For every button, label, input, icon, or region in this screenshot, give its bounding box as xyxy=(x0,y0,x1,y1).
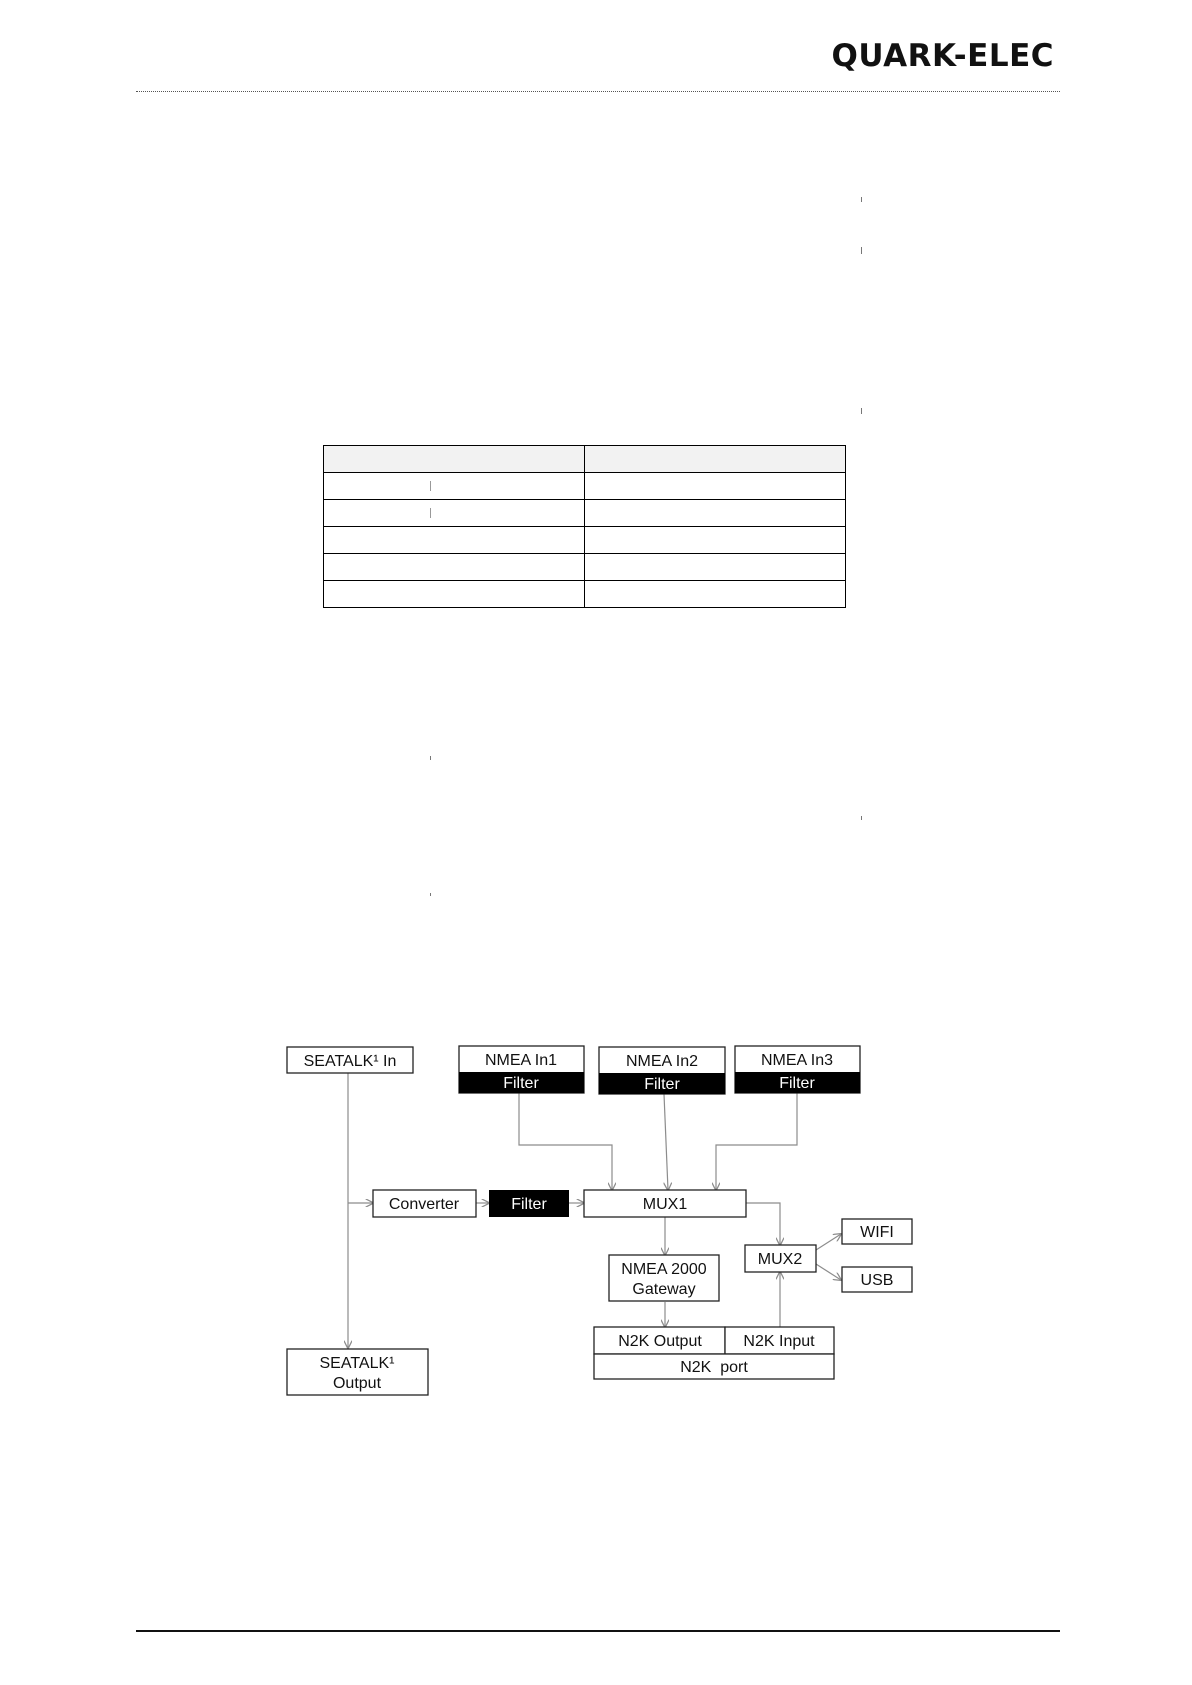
mux2-label: MUX2 xyxy=(757,1251,803,1268)
nmea-in3-label: NMEA In3 xyxy=(760,1052,834,1069)
nmea-in3-to-mux1-arrow xyxy=(716,1093,797,1190)
nmea-in1-filter-label: Filter xyxy=(503,1075,539,1092)
nmea-in1-to-mux1-arrow xyxy=(519,1093,612,1190)
nmea-in2-to-mux1-arrow xyxy=(664,1094,668,1190)
usb-label: USB xyxy=(860,1272,894,1289)
n2k-input-label: N2K Input xyxy=(743,1333,815,1350)
nmea-in2-filter-label: Filter xyxy=(644,1076,680,1093)
mux1-to-mux2-arrow xyxy=(746,1203,780,1245)
converter-label: Converter xyxy=(388,1196,460,1213)
seatalk-output-label-line1: SEATALK¹ xyxy=(319,1355,395,1372)
n2k-output-label: N2K Output xyxy=(618,1333,702,1350)
nmea-in1-label: NMEA In1 xyxy=(484,1052,558,1069)
seatalk-filter-label: Filter xyxy=(511,1196,547,1213)
mux2-to-wifi-arrow xyxy=(816,1234,841,1250)
n2k-port-label: N2K port xyxy=(680,1359,748,1376)
nmea-in2-label: NMEA In2 xyxy=(625,1053,699,1070)
mux1-label: MUX1 xyxy=(642,1196,688,1213)
mux2-to-usb-arrow xyxy=(816,1264,841,1280)
nmea-in3-filter-label: Filter xyxy=(779,1075,815,1092)
footer-divider xyxy=(136,1630,1060,1632)
wifi-label: WIFI xyxy=(860,1224,894,1241)
gateway-label-line2: Gateway xyxy=(632,1281,696,1298)
seatalk-in-label: SEATALK¹ In xyxy=(303,1053,397,1070)
seatalk-output-label-line2: Output xyxy=(332,1375,382,1392)
company-logo: QUARK-ELEC xyxy=(831,38,1054,74)
gateway-label-line1: NMEA 2000 xyxy=(621,1261,707,1278)
